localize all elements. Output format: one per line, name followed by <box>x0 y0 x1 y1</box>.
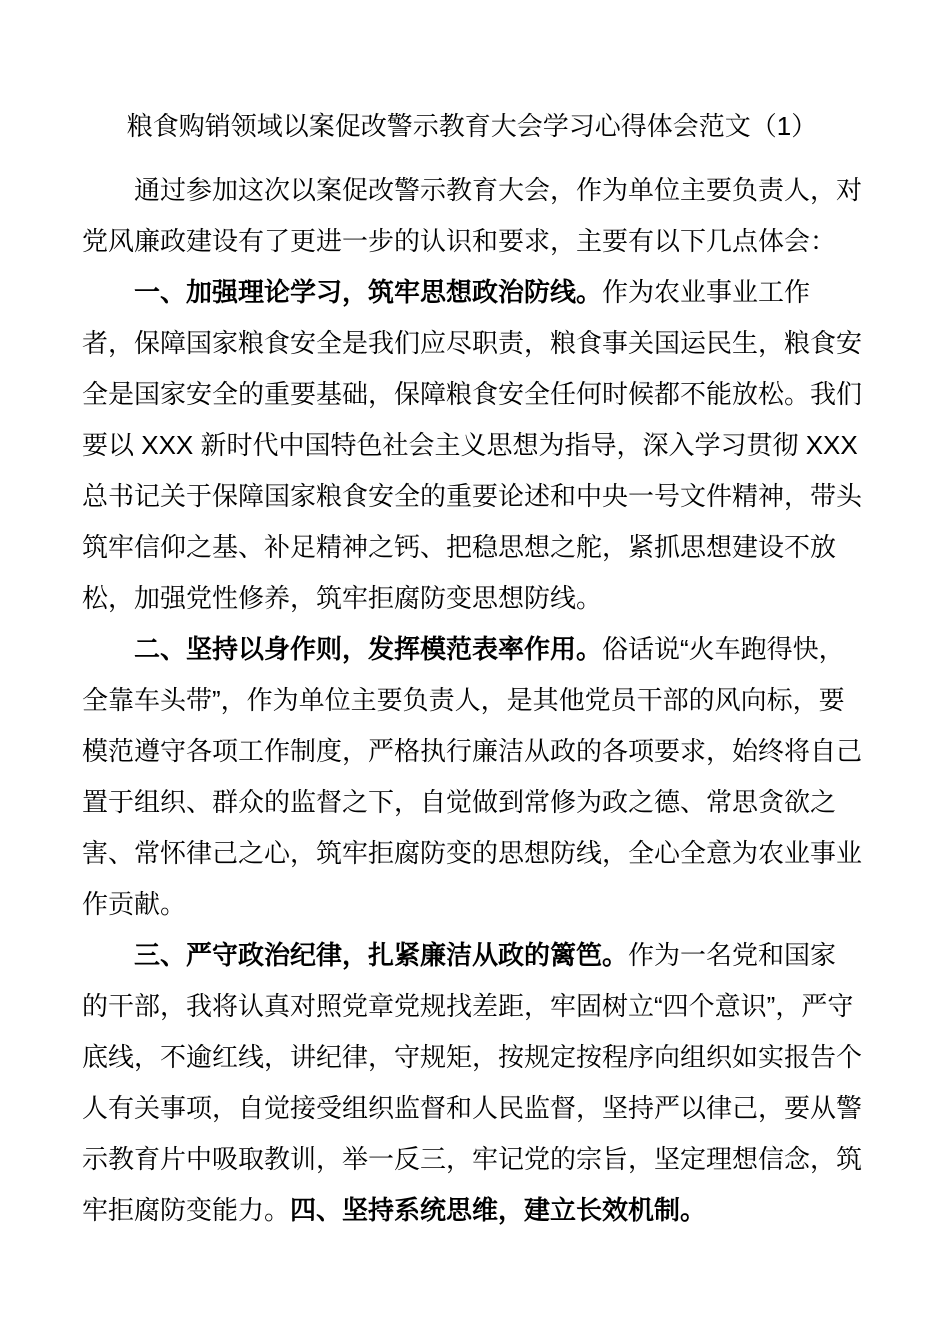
document-body <box>82 165 862 1236</box>
section-heading: 三、严守政治纪律，扎紧廉洁从政的篱笆。 <box>134 940 629 970</box>
section-heading: 四、坚持系统思维，建立长效机制。 <box>290 1195 707 1225</box>
body-text: 作为一名党和国家的干部，我将认真对照党章党规找差距，牢固树立“四个意识”，严守底线，不逾红线，讲纪律，守规矩，按规定按程序向组织如实报告个人有关事项，自觉接受组织监督和人民监督，坚持严以律己，要从警示教育片中吸取教训，举一反三，牢记党的宗旨，坚定理想信念，筑牢拒腐防变能力。 <box>82 940 863 1225</box>
paragraph <box>82 165 862 267</box>
document-title: 粮食购销领域以案促改警示教育大会学习心得体会范文（1） <box>126 111 818 141</box>
paragraph <box>82 267 862 624</box>
paragraph <box>82 624 862 930</box>
paragraph <box>82 930 862 1236</box>
section-heading: 一、加强理论学习，筑牢思想政治防线。 <box>134 277 603 307</box>
body-text: 俗话说“火车跑得快，全靠车头带”，作为单位主要负责人，是其他党员干部的风向标，要模范遵守各项工作制度，严格执行廉洁从政的各项要求，始终将自己置于组织、群众的监督之下，自觉做到常修为政之德、常思贪欲之害、常怀律己之心，筑牢拒腐防变的思想防线，全心全意为农业事业作贡献。 <box>82 634 863 919</box>
body-text: 通过参加这次以案促改警示教育大会，作为单位主要负责人，对党风廉政建设有了更进一步的认识和要求，主要有以下几点体会： <box>82 175 863 256</box>
body-text: 作为农业事业工作者，保障国家粮食安全是我们应尽职责，粮食事关国运民生，粮食安全是国家安全的重要基础，保障粮食安全任何时候都不能放松。我们要以 XXX 新时代中国特色社会主义思想为指导，深入学习贯彻 XXX 总书记关于保障国家粮食安全的重要论述和中央一号文件精神，带头筑牢信仰之基、补足精神之钙、把稳思想之舵，紧抓思想建设不放松，加强党性修养，筑牢拒腐防变思想防线。 <box>82 277 863 613</box>
section-heading: 二、坚持以身作则，发挥模范表率作用。 <box>134 634 603 664</box>
